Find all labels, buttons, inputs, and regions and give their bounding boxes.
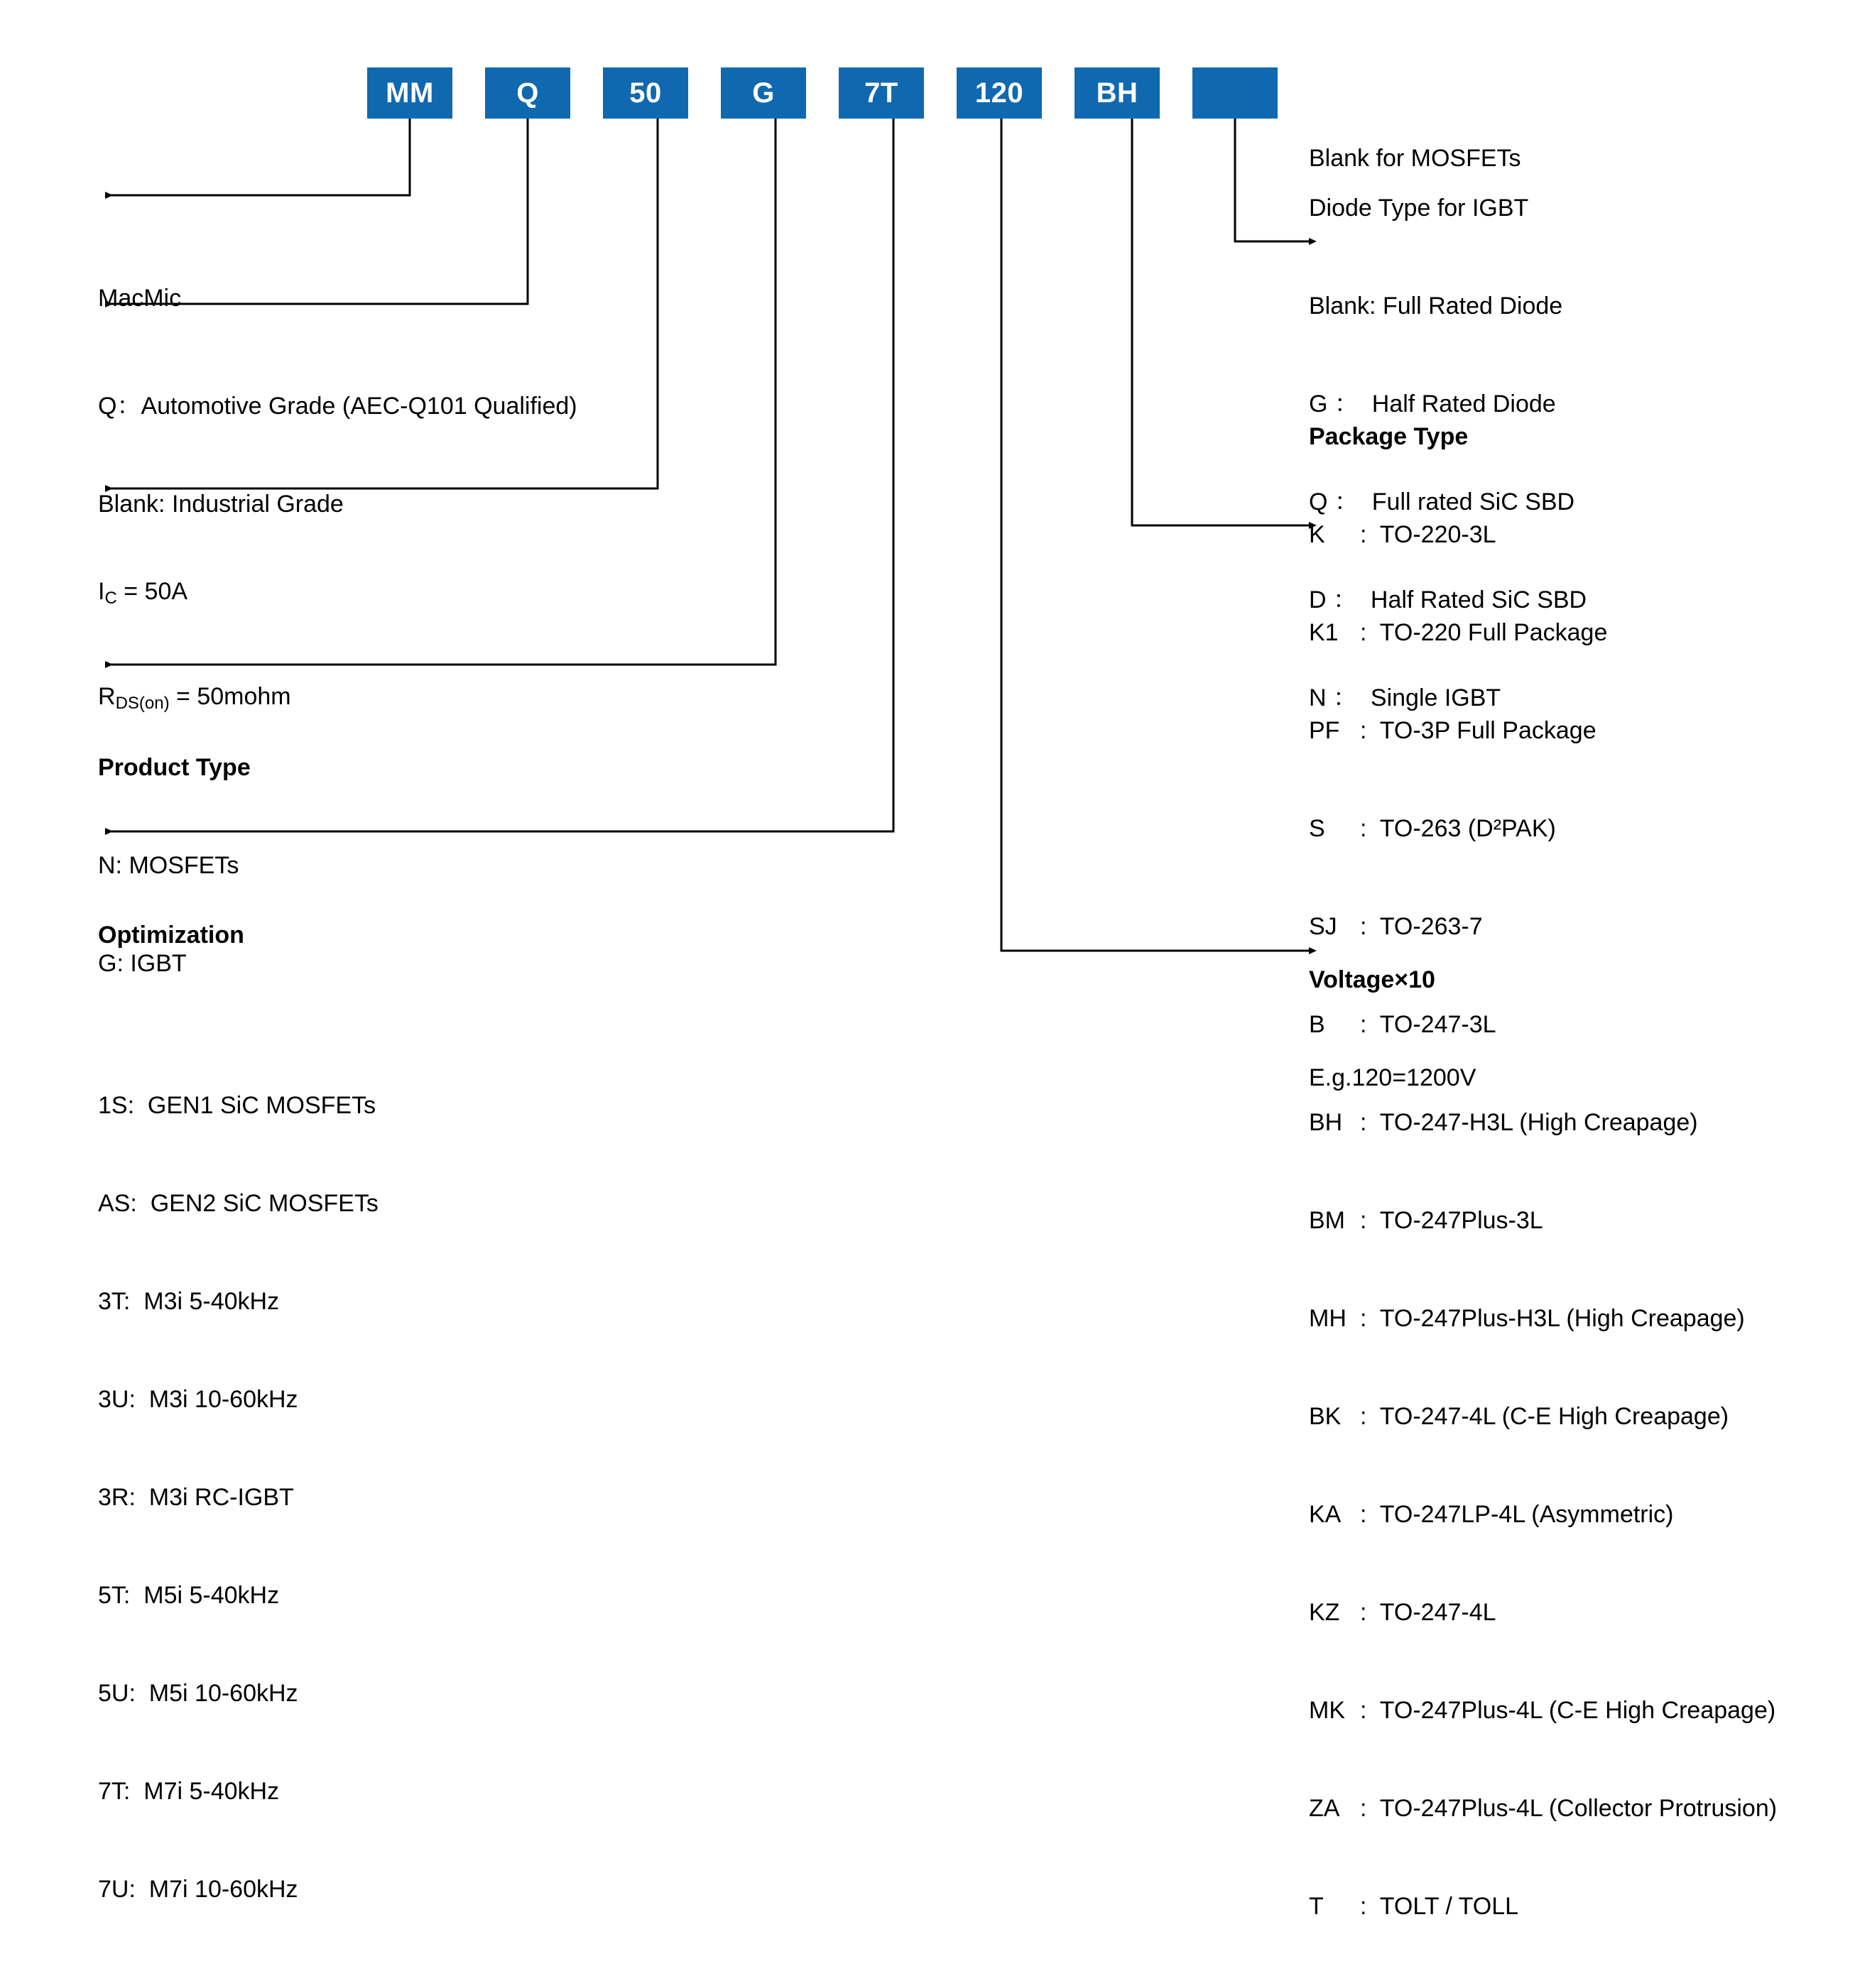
code-box-50: 50 (603, 67, 688, 119)
package-type-block (1309, 355, 1777, 1988)
package-row: T : TOLT / TOLL (1309, 1893, 1519, 1920)
diode-type-item: Blank: Full Rated Diode (1309, 293, 1563, 320)
optimization-item: 7T: M7i 5-40kHz (98, 1778, 280, 1805)
rds-rating: $R_{DS(on)}$ = 50mohm (98, 683, 291, 713)
diode-type-title: Diode Type for IGBT (1309, 195, 1529, 222)
package-row: BK : TO-247-4L (C-E High Creapage) (1309, 1403, 1729, 1430)
code-box-q: Q (485, 67, 570, 119)
optimization-item: AS: GEN2 SiC MOSFETs (98, 1190, 379, 1217)
optimization-title: Optimization (98, 922, 244, 949)
code-box-bh: BH (1075, 67, 1160, 119)
optimization-block (98, 853, 379, 1971)
ic-rating: $I_C = 50A$ (98, 578, 188, 608)
product-type-mosfets: N: MOSFETs (98, 852, 239, 879)
grade-line-industrial: Blank: Industrial Grade (98, 491, 344, 518)
voltage-example: E.g.120=1200V (1309, 1064, 1476, 1091)
optimization-item: 3R: M3i RC-IGBT (98, 1484, 294, 1511)
optimization-spacer (98, 1017, 379, 1024)
optimization-item: 5U: M5i 10-60kHz (98, 1680, 298, 1707)
package-row: BM : TO-247Plus-3L (1309, 1207, 1543, 1234)
optimization-item: 7U: M7i 10-60kHz (98, 1876, 298, 1903)
package-row: SJ : TO-263-7 (1309, 913, 1483, 940)
optimization-item: 5T: M5i 5-40kHz (98, 1582, 280, 1609)
macmic-text: MacMic (98, 285, 182, 312)
diode-type-item: G ： Half Rated Diode (1309, 390, 1556, 417)
package-row: S : TO-263 (D²PAK) (1309, 815, 1556, 842)
package-row: ZA : TO-247Plus-4L (Collector Protrusion) (1309, 1795, 1778, 1822)
package-row: BH : TO-247-H3L (High Creapage) (1309, 1109, 1698, 1136)
package-row: MK : TO-247Plus-4L (C-E High Creapage) (1309, 1697, 1776, 1724)
code-box-mm: MM (367, 67, 452, 119)
package-row: K1 : TO-220 Full Package (1309, 619, 1608, 646)
blank-for-mosfets-text: Blank for MOSFETs (1309, 145, 1521, 172)
code-box-120: 120 (957, 67, 1042, 119)
diode-type-item: D ： Half Rated SiC SBD (1309, 586, 1587, 613)
voltage-title: Voltage×10 (1309, 966, 1435, 993)
code-box-blank (1192, 67, 1278, 119)
grade-line-automotive: Q：Automotive Grade (AEC-Q101 Qualified) (98, 393, 577, 420)
package-row: MH : TO-247Plus-H3L (High Creapage) (1309, 1305, 1745, 1332)
code-box-7t: 7T (839, 67, 924, 119)
package-row: K : TO-220-3L (1309, 521, 1496, 548)
diode-type-item: Q ： Full rated SiC SBD (1309, 488, 1575, 515)
optimization-item: 3T: M3i 5-40kHz (98, 1288, 280, 1315)
package-row: KZ : TO-247-4L (1309, 1599, 1496, 1626)
optimization-item: 1S: GEN1 SiC MOSFETs (98, 1092, 376, 1119)
diode-type-item: N ： Single IGBT (1309, 684, 1501, 711)
package-type-title: Package Type (1309, 423, 1469, 450)
package-row: B : TO-247-3L (1309, 1011, 1496, 1038)
package-row: PF : TO-3P Full Package (1309, 717, 1596, 744)
optimization-item: 3U: M3i 10-60kHz (98, 1386, 298, 1413)
voltage-block (1309, 898, 1476, 1159)
code-box-g: G (721, 67, 806, 119)
package-row: KA : TO-247LP-4L (Asymmetric) (1309, 1501, 1674, 1528)
product-type-igbt: G: IGBT (98, 950, 187, 977)
product-type-title: Product Type (98, 754, 251, 781)
